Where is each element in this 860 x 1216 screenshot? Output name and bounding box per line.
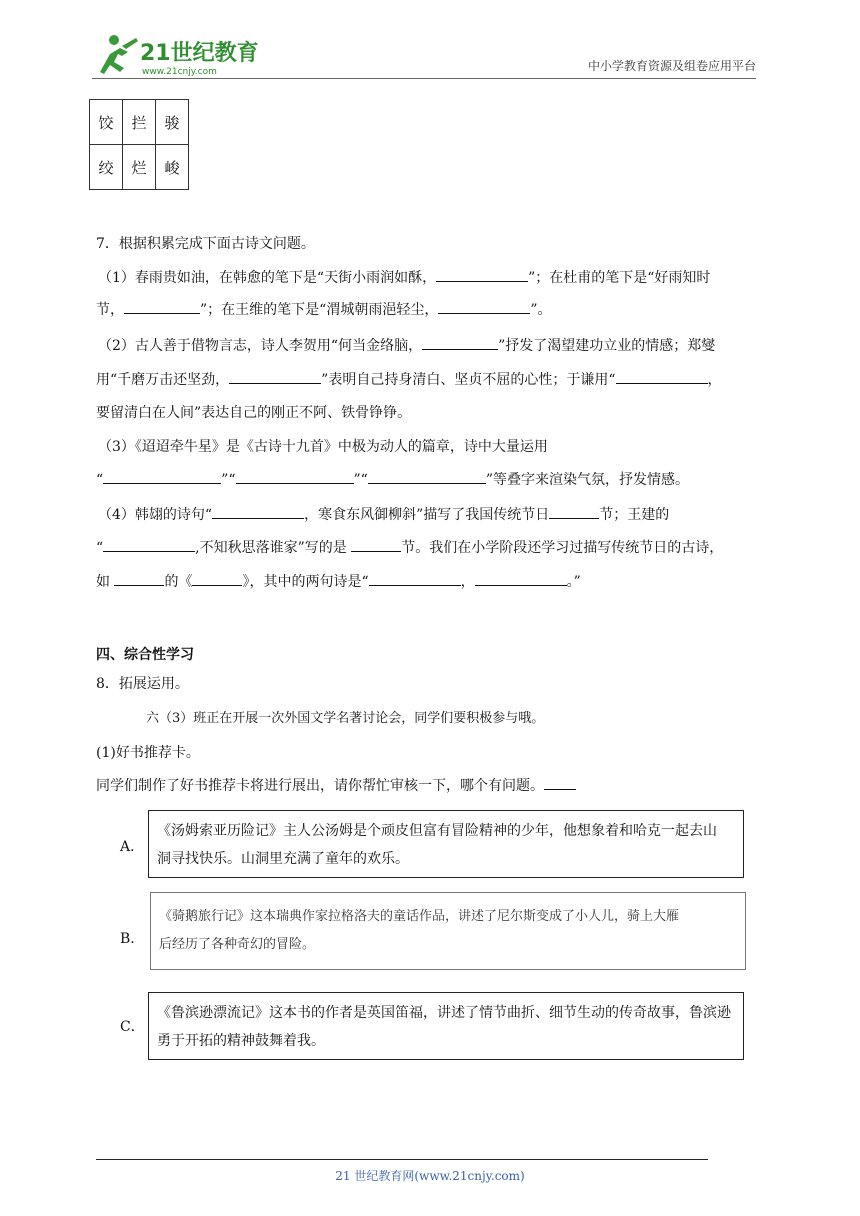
- table-cell: 拦: [123, 100, 156, 145]
- question-8-title: 8．拓展运用。: [96, 676, 189, 692]
- question-7-title: 7．根据积累完成下面古诗文问题。: [96, 236, 315, 252]
- q8-intro: 六（3）班正在开展一次外国文学名著讨论会，同学们要积极参与哦。: [146, 711, 545, 726]
- q7-part3-line1: （3）《迢迢牵牛星》是《古诗十九首》中极为动人的篇章，诗中大量运用: [98, 439, 548, 455]
- answer-blank[interactable]: [103, 537, 195, 552]
- answer-blank[interactable]: [369, 571, 461, 586]
- answer-blank[interactable]: [544, 775, 576, 790]
- character-table: [89, 99, 189, 190]
- answer-blank[interactable]: [114, 571, 164, 586]
- q8-sub1: (1)好书推荐卡。: [96, 745, 200, 761]
- option-a-label[interactable]: A．: [120, 839, 145, 855]
- table-cell: 峻: [156, 145, 189, 190]
- table-row: [90, 145, 189, 190]
- answer-blank[interactable]: [436, 267, 528, 282]
- q7-part1-line1: （1）春雨贵如油，在韩愈的笔下是“天街小雨润如酥， ”；在杜甫的笔下是“好雨知时: [98, 267, 710, 287]
- header-divider: [92, 78, 756, 79]
- answer-blank[interactable]: [103, 469, 221, 484]
- option-c-card: 《鲁滨逊漂流记》这本书的作者是英国笛福，讲述了情节曲折、细节生动的传奇故事，鲁滨逊 勇于开拓的精神鼓舞着我。: [148, 992, 744, 1060]
- answer-blank[interactable]: [351, 537, 401, 552]
- answer-blank[interactable]: [368, 469, 486, 484]
- answer-blank[interactable]: [229, 369, 321, 384]
- table-row: [90, 100, 189, 145]
- q7-part1-line2: 节， ”；在王维的笔下是“渭城朝雨浥轻尘， ”。: [96, 299, 552, 319]
- q7-part2-line2: 用“千磨万击还坚劲， ”表明自己持身清白、坚贞不屈的心性；于谦用“ ，: [96, 369, 722, 389]
- answer-blank[interactable]: [438, 299, 530, 314]
- footer-text: 21 世纪教育网(www.21cnjy.com): [335, 1169, 525, 1183]
- answer-blank[interactable]: [549, 504, 599, 519]
- q7-part2-line1: （2）古人善于借物言志，诗人李贺用“何当金络脑， ”抒发了渴望建功立业的情感；郑燮: [98, 335, 715, 355]
- answer-blank[interactable]: [236, 469, 354, 484]
- q7-part4-line3: 如 的《 》，其中的两句诗是“ ， 。”: [96, 571, 581, 591]
- answer-blank[interactable]: [616, 369, 708, 384]
- svg-text:www.21cnjy.com: www.21cnjy.com: [142, 67, 217, 77]
- q8-sub1-question: 同学们制作了好书推荐卡将进行展出，请你帮忙审核一下，哪个有问题。: [96, 775, 576, 795]
- answer-blank[interactable]: [422, 335, 498, 350]
- q7-part2-line3: 要留清白在人间”表达自己的刚正不阿、铁骨铮铮。: [96, 405, 412, 421]
- site-name: 中小学教育资源及组卷应用平台: [587, 59, 756, 73]
- answer-blank[interactable]: [212, 504, 304, 519]
- svg-text:21世纪教育: 21世纪教育: [140, 41, 259, 66]
- table-cell: 烂: [123, 145, 156, 190]
- q7-part4-line1: （4）韩翃的诗句“ ，寒食东风御柳斜”描写了我国传统节日 节；王建的: [98, 504, 669, 524]
- q7-part4-line2: “ ,不知秋思落谁家”写的是 节。我们在小学阶段还学习过描写传统节日的古诗，: [96, 537, 723, 557]
- option-a-card: 《汤姆索亚历险记》主人公汤姆是个顽皮但富有冒险精神的少年，他想象着和哈克一起去山 洞寻找快乐。山洞里充满了童年的欢乐。: [148, 810, 744, 878]
- table-cell: 骏: [156, 100, 189, 145]
- answer-blank[interactable]: [192, 571, 242, 586]
- answer-blank[interactable]: [124, 299, 200, 314]
- option-b-label[interactable]: B．: [120, 931, 145, 947]
- q7-part3-line2: “ ”“ ”“ ”等叠字来渲染气氛，抒发情感。: [96, 469, 689, 489]
- footer-divider: [96, 1159, 708, 1160]
- page-header: [92, 30, 756, 78]
- option-c-label[interactable]: C．: [120, 1019, 145, 1035]
- option-b-card: 《骑鹅旅行记》这本瑞典作家拉格洛夫的童话作品，讲述了尼尔斯变成了小人儿，骑上大雁 后经历了各种奇幻的冒险。: [150, 892, 746, 970]
- section-title: 四、综合性学习: [96, 647, 194, 663]
- site-logo: [92, 32, 262, 78]
- table-cell: 绞: [90, 145, 123, 190]
- table-cell: 饺: [90, 100, 123, 145]
- answer-blank[interactable]: [475, 571, 567, 586]
